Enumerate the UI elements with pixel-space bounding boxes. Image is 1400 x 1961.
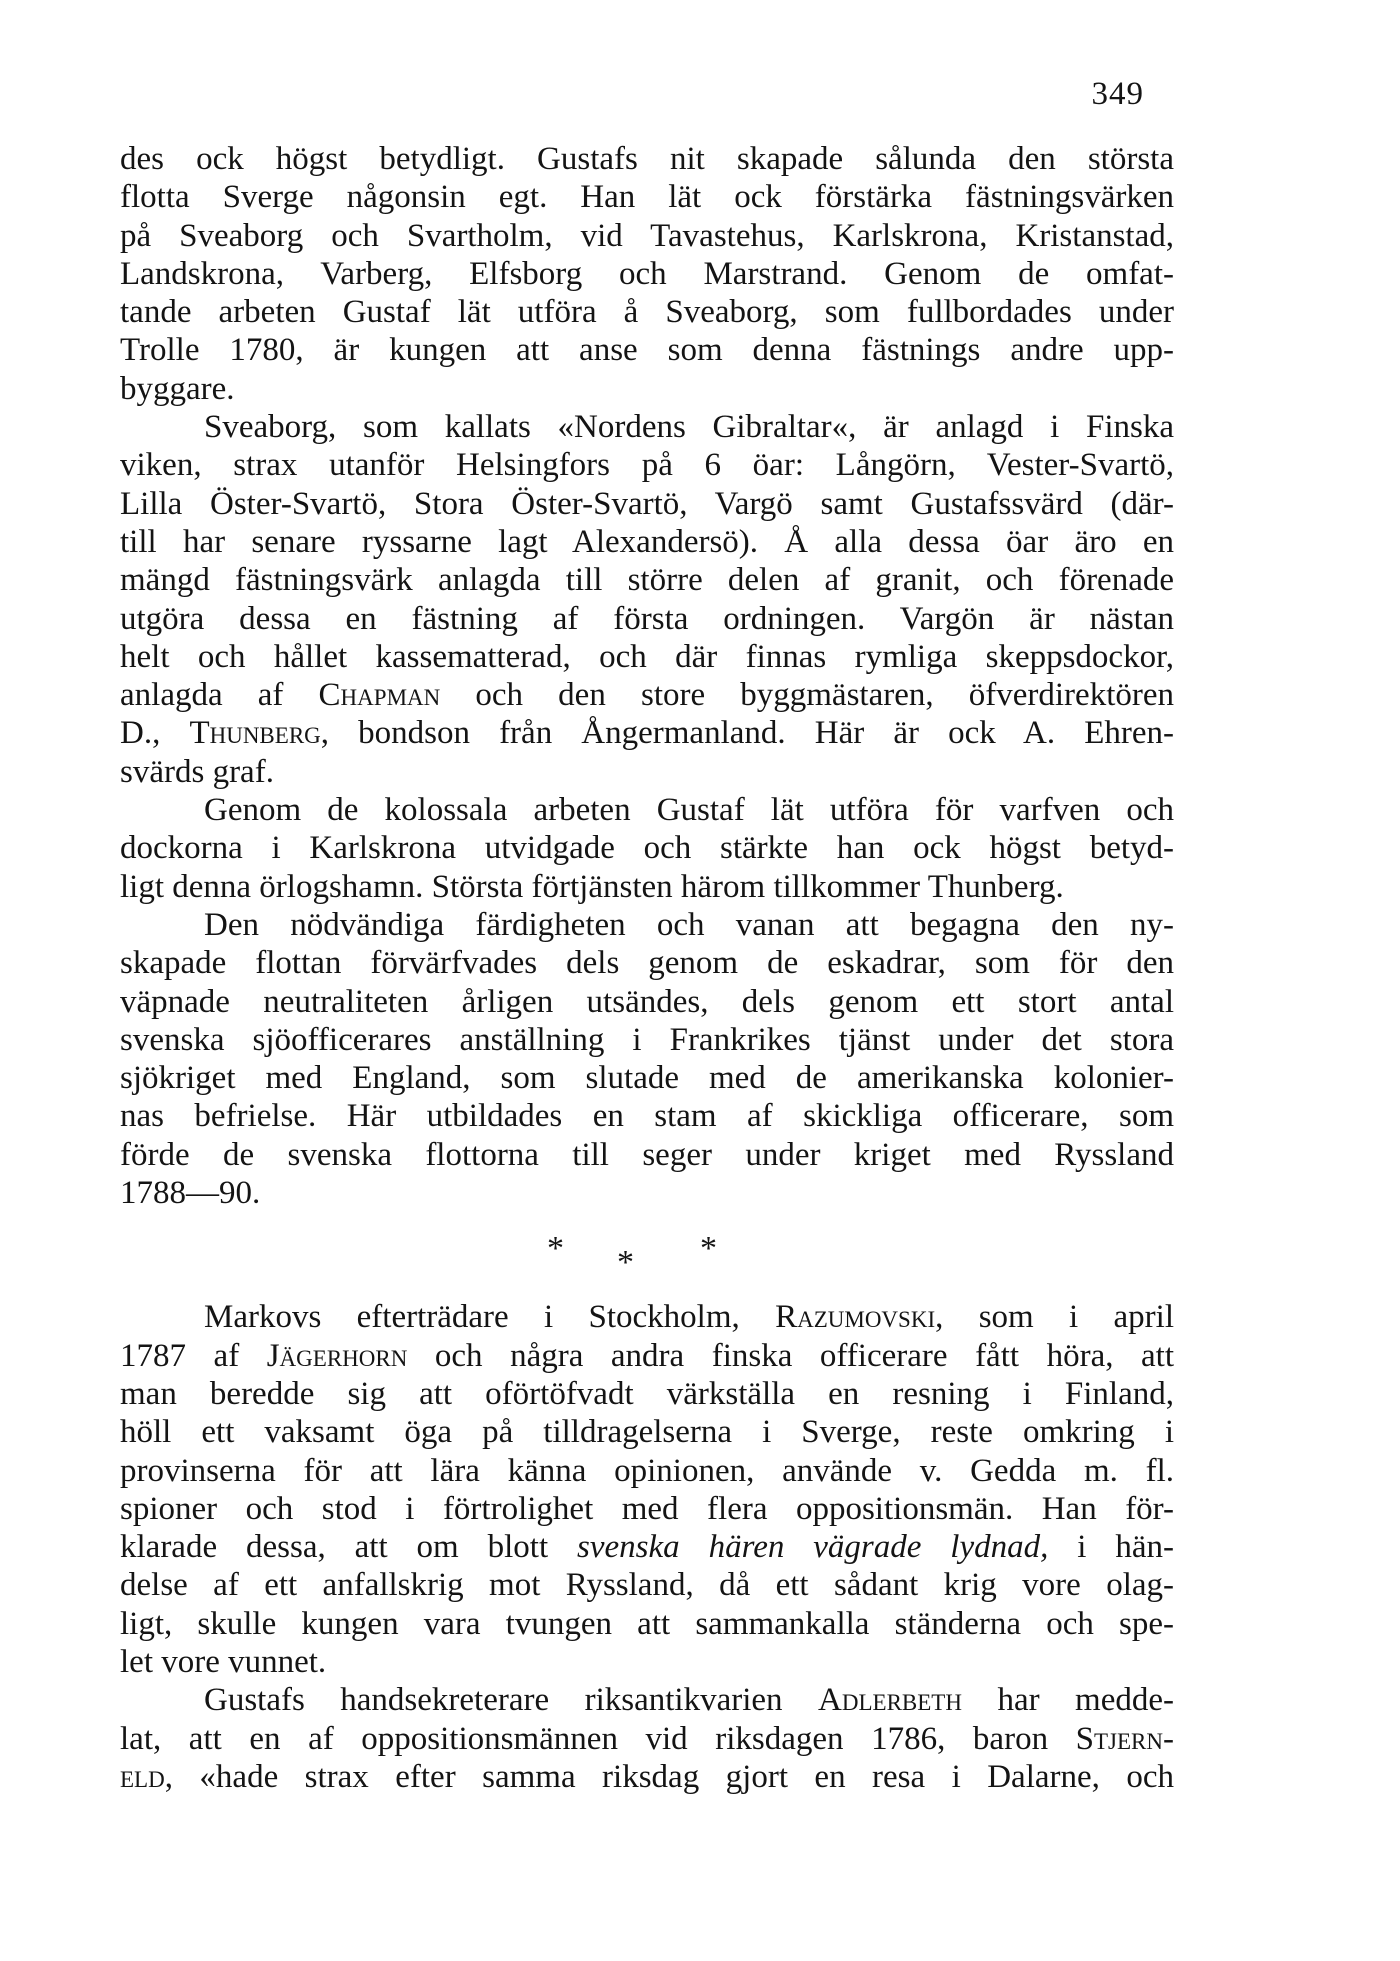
text-line [120,217,1174,255]
text-segment: svärds graf. [120,753,274,790]
body-text [120,140,1174,1796]
text-line [120,370,1174,408]
text-segment: svenska sjöofficerares anställning i Frankrikes tjänst under det stora [120,1021,1174,1058]
small-caps-name: Stjern- [1075,1720,1174,1757]
text-line [120,561,1174,599]
asterisk-ornament: * [617,1244,634,1282]
text-line [120,331,1174,369]
small-caps-name: Razumovski [775,1299,936,1336]
text-segment: , som i april [935,1299,1174,1336]
text-segment: skapade flottan förvärfvades dels genom de eskadrar, som för den [120,945,1174,982]
text-line [120,1720,1174,1758]
text-line [120,1337,1174,1375]
text-segment: höll ett vaksamt öga på tilldragelserna i Sverge, reste omkring i [120,1414,1174,1451]
text-line [120,676,1174,714]
small-caps-name: eld [120,1758,165,1795]
text-segment: Lilla Öster-Svartö, Stora Öster-Svartö, Vargö samt Gustafssvärd (där- [120,485,1174,522]
text-segment: till har senare ryssarne lagt Alexandersö). Å alla dessa öar äro en [120,523,1174,560]
text-segment: och några andra finska officerare fått höra, att [407,1337,1174,1374]
text-segment: i hän- [1048,1529,1174,1566]
text-segment: på Sveaborg och Svartholm, vid Tavastehus, Karlskrona, Kristanstad, [120,217,1174,254]
text-segment: Den nödvändiga färdigheten och vanan att begagna den ny- [204,906,1174,943]
text-line [120,1643,1174,1681]
text-segment: des ock högst betydligt. Gustafs nit skapade sålunda den största [120,141,1174,177]
text-segment: provinserna för att lära känna opinionen, använde v. Gedda m. fl. [120,1452,1174,1489]
text-segment: ligt denna örlogshamn. Största förtjänsten härom tillkommer Thunberg. [120,868,1064,905]
text-line [120,255,1174,293]
text-segment: sjökriget med England, som slutade med de amerikanska kolonier- [120,1060,1174,1097]
text-line [120,1566,1174,1604]
small-caps-name: Chapman [318,677,441,714]
text-line [120,983,1174,1021]
small-caps-name: Jägerhorn [266,1337,408,1374]
text-segment: ligt, skulle kungen vara tvungen att sammankalla ständerna och spe- [120,1605,1174,1642]
text-line [120,753,1174,791]
text-segment: Genom de kolossala arbeten Gustaf lät utföra för varfven och [204,792,1174,829]
text-segment: D., [120,715,190,752]
small-caps-name: Thunberg [189,715,321,752]
text-line [120,1097,1174,1135]
text-segment: viken, strax utanför Helsingfors på 6 öar: Långörn, Vester-Svartö, [120,447,1174,484]
italic-phrase: svenska hären vägrade lydnad, [577,1529,1049,1566]
text-segment: tande arbeten Gustaf lät utföra å Sveaborg, som fullbordades under [120,294,1174,331]
text-segment: lat, att en af oppositionsmännen vid riksdagen 1786, baron [120,1720,1076,1757]
text-line [120,600,1174,638]
text-line [120,906,1174,944]
text-segment: helt och hållet kassematterad, och där finnas rymliga skeppsdockor, [120,638,1174,675]
text-segment: delse af ett anfallskrig mot Ryssland, då ett sådant krig vore olag- [120,1567,1174,1604]
text-segment: let vore vunnet. [120,1643,327,1680]
text-segment: förde de svenska flottorna till seger under kriget med Ryssland [120,1136,1174,1173]
text-segment: anlagda af [120,677,319,714]
text-line [120,1298,1174,1336]
text-line [120,1059,1174,1097]
text-segment: Gustafs handsekreterare riksantikvarien [204,1682,819,1719]
text-segment: flotta Sverge någonsin egt. Han lät ock förstärka fästningsvärken [120,179,1174,216]
text-line [120,944,1174,982]
text-line [120,523,1174,561]
text-segment: och den store byggmästaren, öfverdirektören [440,677,1174,714]
text-line [120,1021,1174,1059]
text-segment: har medde- [961,1682,1174,1719]
text-line [120,1174,1174,1212]
text-segment: utgöra dessa en fästning af första ordningen. Vargön är nästan [120,600,1174,637]
text-segment: , bondson från Ångermanland. Här är ock A. Ehren- [320,715,1174,752]
text-line [120,446,1174,484]
text-segment: Markovs efterträdare i Stockholm, [204,1299,776,1336]
text-segment: nas befrielse. Här utbildades en stam af skickliga officerare, som [120,1098,1174,1135]
section-break-asterisks [120,1212,1174,1298]
text-segment: spioner och stod i förtrolighet med flera oppositionsmän. Han för- [120,1490,1174,1527]
text-segment: , «hade strax efter samma riksdag gjort en resa i Dalarne, och [164,1758,1174,1795]
asterisk-ornament: * [700,1230,717,1268]
text-line [120,829,1174,867]
text-line [120,1452,1174,1490]
text-line [120,714,1174,752]
text-line [120,1136,1174,1174]
text-line [120,485,1174,523]
text-line [120,1490,1174,1528]
page-number: 349 [1091,76,1144,112]
text-segment: dockorna i Karlskrona utvidgade och stärkte han ock högst betyd- [120,830,1174,867]
text-line [120,1375,1174,1413]
text-segment: mängd fästningsvärk anlagda till större delen af granit, och förenade [120,562,1174,599]
text-line [120,1413,1174,1451]
text-segment: Sveaborg, som kallats «Nordens Gibraltar«, är anlagd i Finska [204,409,1174,446]
text-segment: Trolle 1780, är kungen att anse som denna fästnings andre upp- [120,332,1174,369]
text-segment: byggare. [120,370,235,407]
text-line [120,408,1174,446]
text-line [120,868,1174,906]
text-segment: klarade dessa, att om blott [120,1529,578,1566]
text-line [120,1681,1174,1719]
text-segment: man beredde sig att oförtöfvadt värkställa en resning i Finland, [120,1375,1174,1412]
text-segment: väpnade neutraliteten årligen utsändes, dels genom ett stort antal [120,983,1174,1020]
text-segment: 1788—90. [120,1175,261,1212]
text-line [120,178,1174,216]
text-line [120,1758,1174,1796]
text-segment: Landskrona, Varberg, Elfsborg och Marstrand. Genom de omfat- [120,255,1174,292]
text-line [120,293,1174,331]
text-line [120,140,1174,178]
text-segment: 1787 af [120,1337,267,1374]
text-line [120,1605,1174,1643]
text-line [120,1528,1174,1566]
text-line [120,791,1174,829]
text-line [120,638,1174,676]
asterisk-ornament: * [547,1230,564,1268]
small-caps-name: Adlerbeth [818,1682,962,1719]
